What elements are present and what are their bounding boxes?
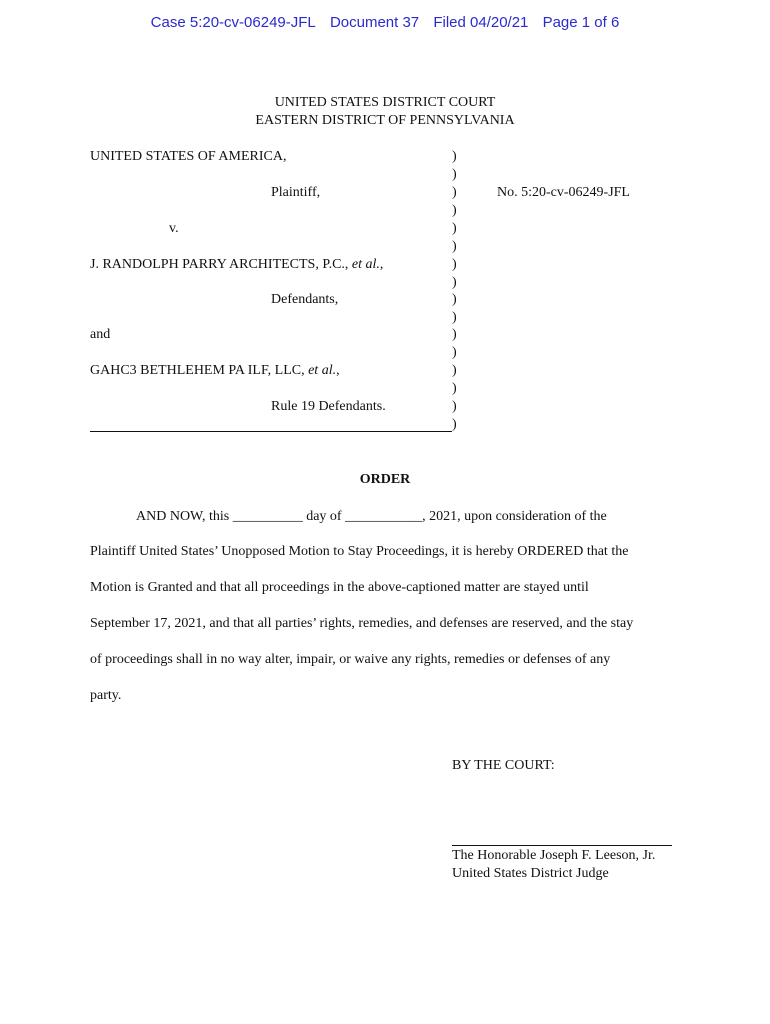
rule19-defendant-name: GAHC3 BETHLEHEM PA ILF, LLC, et al., bbox=[90, 363, 340, 378]
caption-paren: ) bbox=[452, 185, 457, 200]
order-line: of proceedings shall in no way alter, impair, or waive any rights, remedies or defenses of any bbox=[90, 652, 611, 667]
court-name: UNITED STATES DISTRICT COURT bbox=[274, 95, 496, 110]
caption-paren: ) bbox=[452, 221, 457, 236]
caption-paren: ) bbox=[452, 327, 457, 342]
caption-paren: ) bbox=[452, 345, 457, 360]
order-line: Motion is Granted and that all proceedings in the above-captioned matter are stayed until bbox=[90, 580, 589, 595]
court-district: EASTERN DISTRICT OF PENNSYLVANIA bbox=[255, 113, 515, 128]
stamp-filed-date: Filed 04/20/21 bbox=[433, 14, 529, 31]
plaintiff-role: Plaintiff, bbox=[271, 185, 321, 200]
defendant-name: J. RANDOLPH PARRY ARCHITECTS, P.C., et al., bbox=[90, 257, 384, 272]
judge-name: The Honorable Joseph F. Leeson, Jr. bbox=[452, 848, 656, 863]
caption-paren: ) bbox=[452, 149, 457, 164]
caption-paren: ) bbox=[452, 399, 457, 414]
caption-paren: ) bbox=[452, 363, 457, 378]
signature-line bbox=[452, 845, 672, 846]
caption-paren: ) bbox=[452, 417, 457, 432]
caption-paren: ) bbox=[452, 381, 457, 396]
order-line: September 17, 2021, and that all parties’ rights, remedies, and defenses are reserved, and the stay bbox=[90, 616, 634, 631]
stamp-case-number: Case 5:20-cv-06249-JFL bbox=[150, 14, 316, 31]
caption-paren: ) bbox=[452, 275, 457, 290]
order-heading: ORDER bbox=[359, 472, 411, 487]
ecf-header-stamp bbox=[0, 14, 770, 31]
caption-paren: ) bbox=[452, 292, 457, 307]
stamp-page-number: Page 1 of 6 bbox=[542, 14, 620, 31]
plaintiff-name: UNITED STATES OF AMERICA, bbox=[90, 149, 287, 164]
caption-paren: ) bbox=[452, 257, 457, 272]
caption-paren: ) bbox=[452, 310, 457, 325]
order-line: party. bbox=[90, 688, 122, 703]
stamp-document-number: Document 37 bbox=[329, 14, 420, 31]
case-number: No. 5:20-cv-06249-JFL bbox=[497, 185, 630, 200]
order-line: Plaintiff United States’ Unopposed Motion to Stay Proceedings, it is hereby ORDERED that the bbox=[90, 544, 629, 559]
rule19-defendant-role: Rule 19 Defendants. bbox=[271, 399, 386, 414]
judge-title: United States District Judge bbox=[452, 866, 609, 881]
by-the-court-label: BY THE COURT: bbox=[452, 758, 555, 773]
caption-paren: ) bbox=[452, 203, 457, 218]
defendant-role: Defendants, bbox=[271, 292, 339, 307]
versus-label: v. bbox=[169, 221, 179, 236]
and-label: and bbox=[90, 327, 111, 342]
caption-paren: ) bbox=[452, 167, 457, 182]
caption-paren: ) bbox=[452, 239, 457, 254]
caption-underline bbox=[90, 431, 452, 432]
order-line: AND NOW, this __________ day of ___________, 2021, upon consideration of the bbox=[136, 509, 607, 524]
